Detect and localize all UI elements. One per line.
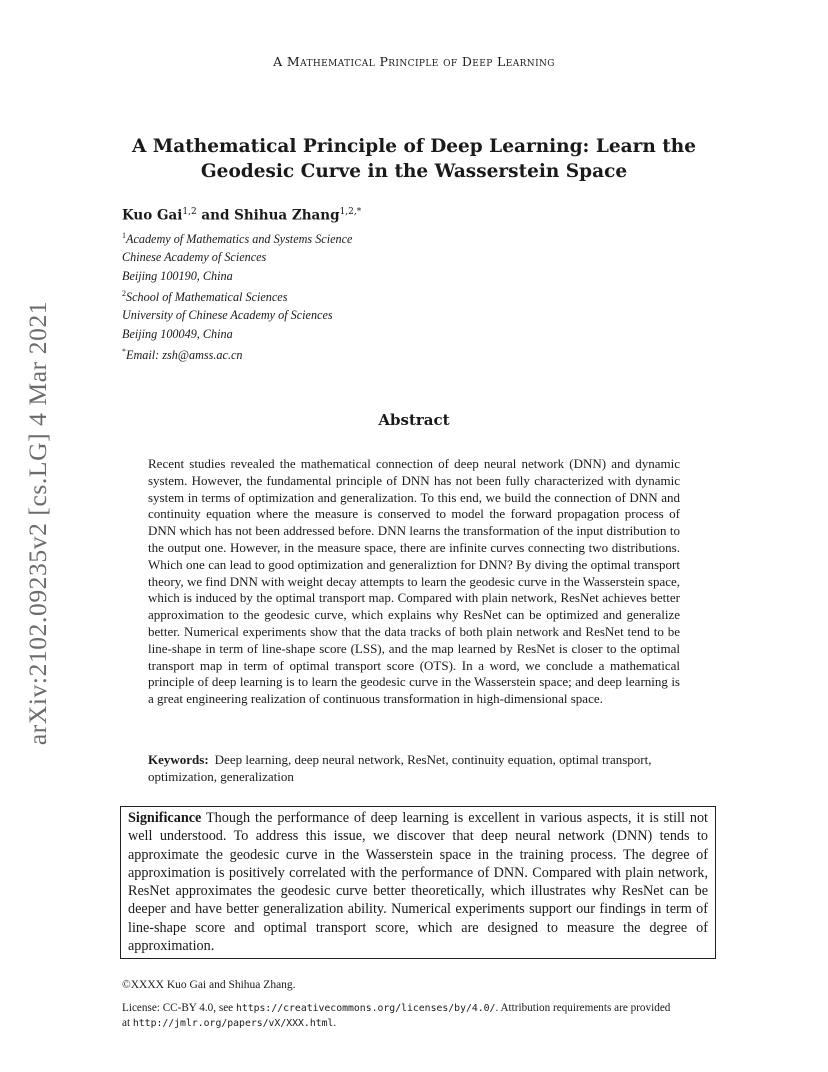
license-text: . Attribution requirements are provided: [495, 1002, 671, 1014]
title-line-1: A Mathematical Principle of Deep Learning: Learn the: [132, 136, 696, 157]
paper-link[interactable]: http://jmlr.org/papers/vX/XXX.html: [132, 1018, 334, 1029]
affiliation-line: University of Chinese Academy of Sciences: [122, 308, 333, 323]
significance-text: Though the performance of deep learning is excellent in various aspects, it is still not well understood. To address this issue, we discover that deep neural network (DNN) tends to approximate the geodesic curve in the Wasserstein space in the training process. The degree of approximation is positively correlated with the performance of DNN. Compared with plain network, ResNet approximates the geodesic curve better theoretically, which illustrates why ResNet can be deeper and have better generalization ability. Numerical experiments support our findings in term of line-shape score and optimal transport score, which are designed to measure the degree of approximation.: [128, 810, 708, 955]
paper-title: [120, 134, 708, 184]
license-line-1: [122, 1001, 712, 1016]
affiliation-line: [122, 227, 352, 248]
running-head: A Mathematical Principle of Deep Learning: [273, 54, 555, 69]
significance-box: [120, 806, 716, 959]
affiliation-line: Chinese Academy of Sciences: [122, 250, 267, 265]
author-affiliation-marker: 1,2: [182, 207, 197, 217]
keywords-section: [148, 752, 680, 786]
license-notice: [122, 1001, 712, 1031]
author-name: Shihua Zhang: [234, 207, 340, 224]
corresponding-marker: *: [122, 346, 126, 356]
author-affiliation-marker: 1,2,*: [339, 207, 362, 217]
keywords-text: Deep learning, deep neural network, ResNet, continuity equation, optimal transport, optimization, generalization: [148, 752, 652, 784]
author-conjunction: and: [196, 207, 235, 224]
copyright-notice: ©XXXX Kuo Gai and Shihua Zhang.: [122, 979, 296, 991]
significance-label: Significance: [128, 810, 202, 826]
affiliation-line: [122, 285, 352, 306]
affiliation-marker: 2: [122, 288, 126, 298]
keywords-label: Keywords:: [148, 752, 209, 767]
license-text: .: [333, 1017, 337, 1029]
affiliation-text: School of Mathematical Sciences: [126, 290, 288, 305]
author-name: Kuo Gai: [122, 207, 183, 224]
title-line-2: Geodesic Curve in the Wasserstein Space: [200, 161, 628, 182]
affiliation-marker: 1: [122, 231, 126, 240]
affiliation-line: Beijing 100049, China: [122, 326, 233, 341]
license-link[interactable]: https://creativecommons.org/licenses/by/4.0/: [235, 1003, 496, 1014]
contact-email-line: [122, 343, 352, 364]
arxiv-identifier-text: arXiv:2102.09235v2 [cs.LG] 4 Mar 2021: [23, 300, 52, 746]
contact-email: Email: zsh@amss.ac.cn: [126, 347, 243, 362]
license-text: License: CC-BY 4.0, see: [122, 1002, 236, 1014]
license-line-2: [122, 1016, 712, 1031]
license-text: at: [122, 1017, 133, 1029]
abstract-heading: Abstract: [378, 411, 450, 429]
author-list: [122, 207, 361, 224]
affiliation-line: Beijing 100190, China: [122, 268, 233, 283]
affiliation-block: [122, 227, 352, 364]
affiliation-text: Academy of Mathematics and Systems Science: [126, 232, 353, 247]
abstract-body: Recent studies revealed the mathematical connection of deep neural network (DNN) and dynamic system. However, the fundamental principle of DNN has not been fully characterized with dynamic system in terms of optimization and generalization. To this end, we build the connection of DNN and continuity equation where the measure is conserved to model the forward propagation process of DNN which has not been addressed before. DNN learns the transformation of the input distribution to the output one. However, in the measure space, there are infinite curves connecting two distributions. Which one can lead to good optimization and generaliztion for DNN? By diving the optimal transport theory, we find DNN with weight decay attempts to learn the geodesic curve in the Wasserstein space, which is induced by the optimal transport map. Compared with plain network, ResNet achieves better approximation to the geodesic curve, which explains why ResNet can be optimized and generalize better. Numerical experiments show that the data tracks of both plain network and ResNet tend to be line-shape in term of line-shape score (LSS), and the map learned by ResNet is closer to the optimal transport map in term of optimal transport score (OTS). In a word, we conclude a mathematical principle of deep learning is to learn the geodesic curve in the Wasserstein space; and deep learning is a great engineering realization of continuous transformation in high-dimensional space.: [148, 456, 680, 707]
